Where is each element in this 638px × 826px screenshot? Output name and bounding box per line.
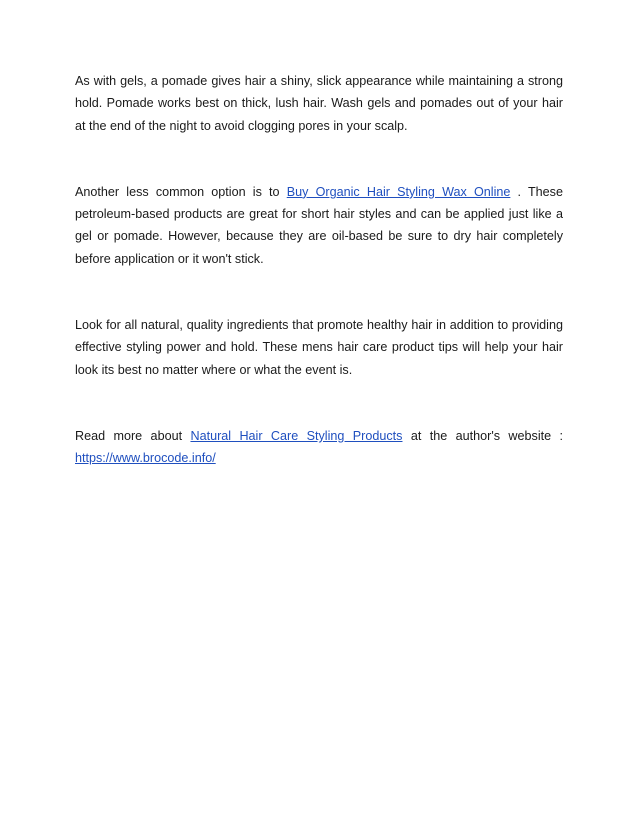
paragraph-pomade-text: As with gels, a pomade gives hair a shiny, slick appearance while maintaining a strong hold. Pomade works best on thick, lush hair. Wash gels and pomades out of your hair at the end of the night to avoid clogging pores in your scalp. [75, 74, 563, 133]
read-more-middle: at the author's website : [402, 428, 564, 443]
paragraph-wax-rest: . These petroleum-based products are great for short hair styles and can be applied just like a gel or pomade. However, because they are oil-based be sure to dry hair completely before application or it won't stick. [75, 184, 563, 266]
author-website-link[interactable]: https://www.brocode.info/ [75, 451, 216, 466]
paragraph-wax [75, 181, 563, 270]
natural-hair-care-link[interactable]: Natural Hair Care Styling Products [190, 428, 403, 443]
paragraph-ingredients [75, 314, 563, 381]
read-more-intro: Read more about [75, 428, 191, 443]
document-body [75, 70, 563, 514]
buy-organic-wax-link[interactable]: Buy Organic Hair Styling Wax Online [286, 184, 511, 199]
paragraph-ingredients-text: Look for all natural, quality ingredients that promote healthy hair in addition to providing effective styling power and hold. These mens hair care product tips will help your hair look its best no matter where or what the event is. [75, 318, 563, 377]
paragraph-read-more [75, 425, 563, 470]
paragraph-wax-intro: Another less common option is to [75, 184, 287, 199]
paragraph-pomade [75, 70, 563, 137]
